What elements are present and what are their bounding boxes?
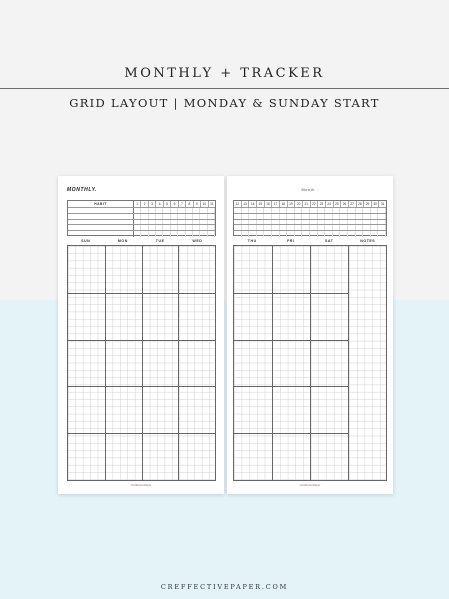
day-number: 28 — [357, 201, 365, 207]
day-number: 31 — [381, 202, 385, 206]
weekday-label: WED — [192, 239, 203, 243]
day-number: 13 — [242, 201, 250, 207]
day-number: 2 — [141, 201, 148, 207]
weekday-label: MON — [117, 239, 128, 243]
day-number: 8 — [186, 201, 193, 207]
habit-tracker-right — [233, 200, 387, 236]
day-number: 3 — [149, 201, 156, 207]
habit-tracker-left — [67, 200, 216, 236]
day-number: 4 — [156, 201, 163, 207]
title-divider — [0, 88, 449, 89]
weekday-label: SUN — [81, 239, 91, 243]
day-number: 29 — [364, 201, 372, 207]
calendar-grid-right — [233, 245, 387, 481]
day-number: 12 — [234, 201, 242, 207]
habit-row — [68, 231, 215, 237]
day-number: 19 — [288, 201, 296, 207]
day-number: 24 — [326, 201, 334, 207]
website-url: CREFFECTIVEPAPER.COM — [160, 583, 289, 591]
monthly-heading: MONTHLY. — [67, 187, 98, 193]
day-number: 22 — [311, 201, 319, 207]
habit-header-row — [68, 201, 215, 208]
notes-label: NOTES — [360, 239, 376, 243]
habit-column-header: HABIT — [68, 201, 134, 207]
weekday-label: SAT — [325, 239, 334, 243]
day-number: 15 — [257, 201, 265, 207]
product-subtitle: GRID LAYOUT | MONDAY & SUNDAY START — [69, 96, 380, 110]
day-number: 20 — [295, 201, 303, 207]
weekday-label: THU — [247, 239, 257, 243]
day-number: 18 — [280, 201, 288, 207]
page-footer-brand: CreffectivePaper — [130, 483, 152, 487]
day-number: 26 — [341, 201, 349, 207]
day-number: 14 — [249, 201, 257, 207]
day-number: 16 — [265, 201, 273, 207]
habit-row — [234, 231, 386, 237]
day-number: 17 — [272, 201, 280, 207]
day-number: 1 — [134, 201, 141, 207]
day-number: 9 — [194, 201, 201, 207]
day-number: 6 — [171, 201, 178, 207]
day-number: 30 — [372, 201, 380, 207]
month-label: Month · — [301, 188, 319, 192]
day-number: 5 — [164, 201, 171, 207]
calendar-grid-left — [67, 245, 216, 481]
day-number: 21 — [303, 201, 311, 207]
day-number: 27 — [349, 201, 357, 207]
weekday-label: TUE — [155, 239, 165, 243]
product-title: MONTHLY + TRACKER — [124, 66, 325, 81]
page-footer-brand: CreffectivePaper — [299, 483, 321, 487]
day-number: 25 — [334, 201, 342, 207]
day-number: 7 — [179, 201, 186, 207]
habit-header-row — [234, 201, 386, 208]
weekday-label: FRI — [287, 239, 295, 243]
day-number: 10 — [201, 201, 208, 207]
day-number: 11 — [210, 202, 214, 206]
left-planner-page — [58, 176, 224, 494]
right-planner-page — [227, 176, 393, 494]
day-number: 23 — [318, 201, 326, 207]
